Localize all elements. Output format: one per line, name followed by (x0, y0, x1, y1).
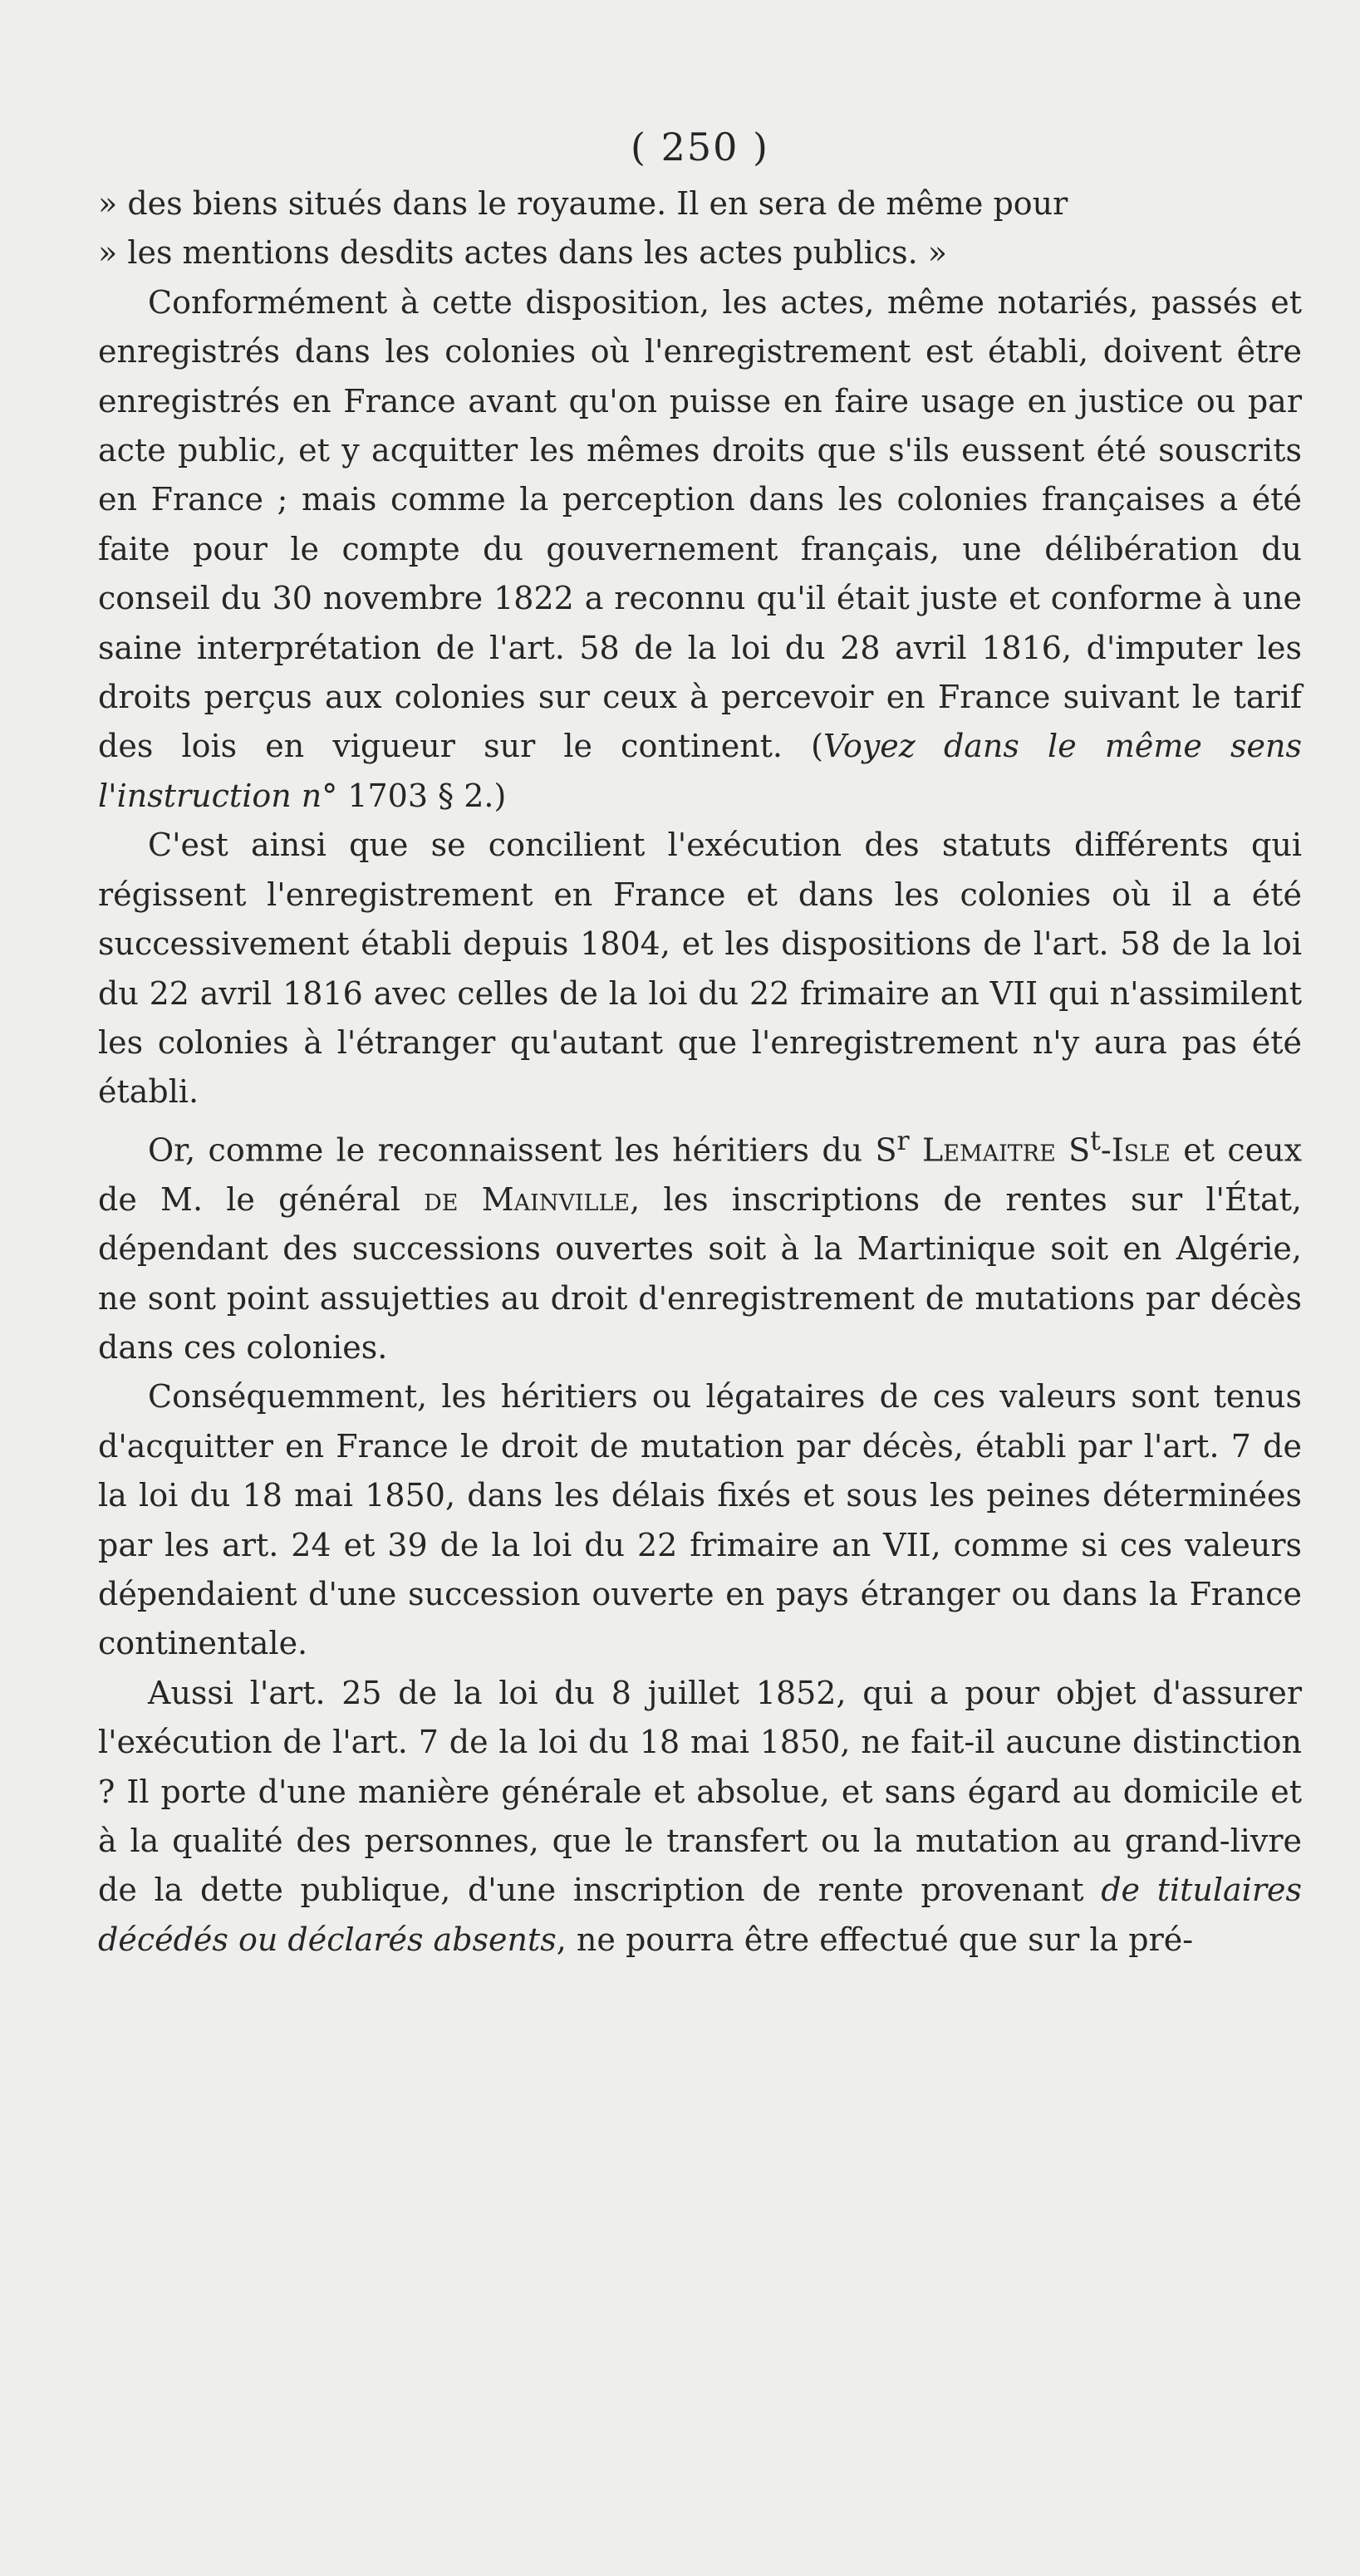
paragraph-5-italic: de titulaires décédés ou déclarés absents (98, 1872, 1303, 1958)
paragraph-5-text-a: Aussi l'art. 25 de la loi du 8 juillet 1852, qui a pour objet d'assurer l'exécution de l'art. 7 de la loi du 18 mai 1850, ne fait-il aucune distinction ? Il porte d'une manière générale et absolue, et sans égard au domicile et à la qualité des personnes, que le transfert ou la mutation au grand-livre de la dette publique, d'une inscription de rente provenant (98, 1674, 1302, 1909)
page-number: ( 250 ) (631, 125, 769, 169)
paragraph-2: C'est ainsi que se concilient l'exécution des statuts différents qui régissent l'enregistrement en France et dans les colonies où il a été successivement établi depuis 1804, et les dispositions de l'art. 58 de la loi du 22 avril 1816 avec celles de la loi du 22 frimaire an VII qui n'assimilent les colonies à l'étranger qu'autant que l'enregistrement n'y aura pas été établi. (98, 827, 1302, 1111)
paragraph-5-text-b: , ne pourra être effectué que sur la pré- (556, 1921, 1194, 1958)
paragraph-4: Conséquemment, les héritiers ou légataires de ces valeurs sont tenus d'acquitter en France le droit de mutation par décès, établi par l'art. 7 de la loi du 18 mai 1850, dans les délais fixés et sous les peines déterminées par les art. 24 et 39 de la loi du 22 frimaire an VII, comme si ces valeurs dépendaient d'une succession ouverte en pays étranger ou dans la France continentale. (98, 1378, 1302, 1662)
paragraph-1-italic: Voyez dans le même sens l'instruction n° (98, 728, 1303, 814)
paragraph-3-sup-1: r (896, 1126, 910, 1156)
paragraph-1-text: Conformément à cette disposition, les actes, même notariés, passés et enregistrés dans les colonies où l'enregistrement est établi, doivent être enregistrés en France avant qu'on puisse en faire usage en justice ou par acte public, et y acquitter les mêmes droits que s'ils eussent été souscrits en France ; mais comme la perception dans les colonies françaises a été faite pour le compte du gouvernement français, une délibération du conseil du 30 novembre 1822 a reconnu qu'il était juste et conforme à une saine interprétation de l'art. 58 de la loi du 28 avril 1816, d'imputer les droits perçus aux colonies sur ceux à percevoir en France suivant le tarif des lois en vigueur sur le continent. ( (98, 283, 1302, 765)
body-text (98, 179, 1302, 1965)
quote-line-2: » les mentions desdits actes dans les actes publics. » (98, 234, 947, 272)
paragraph-3-text-b: et ceux de M. le général (98, 1131, 1302, 1218)
paragraph-3-name-1: Lemaitre S (909, 1131, 1091, 1169)
paragraph-1-end: 1703 § 2.) (337, 777, 507, 814)
paragraph-3-name-2: -Isle (1100, 1131, 1171, 1169)
paragraph-3-sup-2: t (1090, 1126, 1101, 1156)
paragraph-1 (98, 278, 1302, 821)
paragraph-3-text-c: , les inscriptions de rentes sur l'État, dépendant des successions ouvertes soit à la Martinique soit en Algérie, ne sont point assujetties au droit d'enregistrement de mutations par décès dans ces colonies. (98, 1180, 1302, 1366)
paragraph-3-name-3: de Mainville (424, 1180, 631, 1218)
paragraph-5 (98, 1669, 1302, 1965)
paragraph-3 (98, 1117, 1302, 1373)
quote-line-1: » des biens situés dans le royaume. Il en sera de même pour (98, 185, 1068, 222)
paragraph-3-text-a: Or, comme le reconnaissent les héritiers du S (148, 1131, 897, 1169)
